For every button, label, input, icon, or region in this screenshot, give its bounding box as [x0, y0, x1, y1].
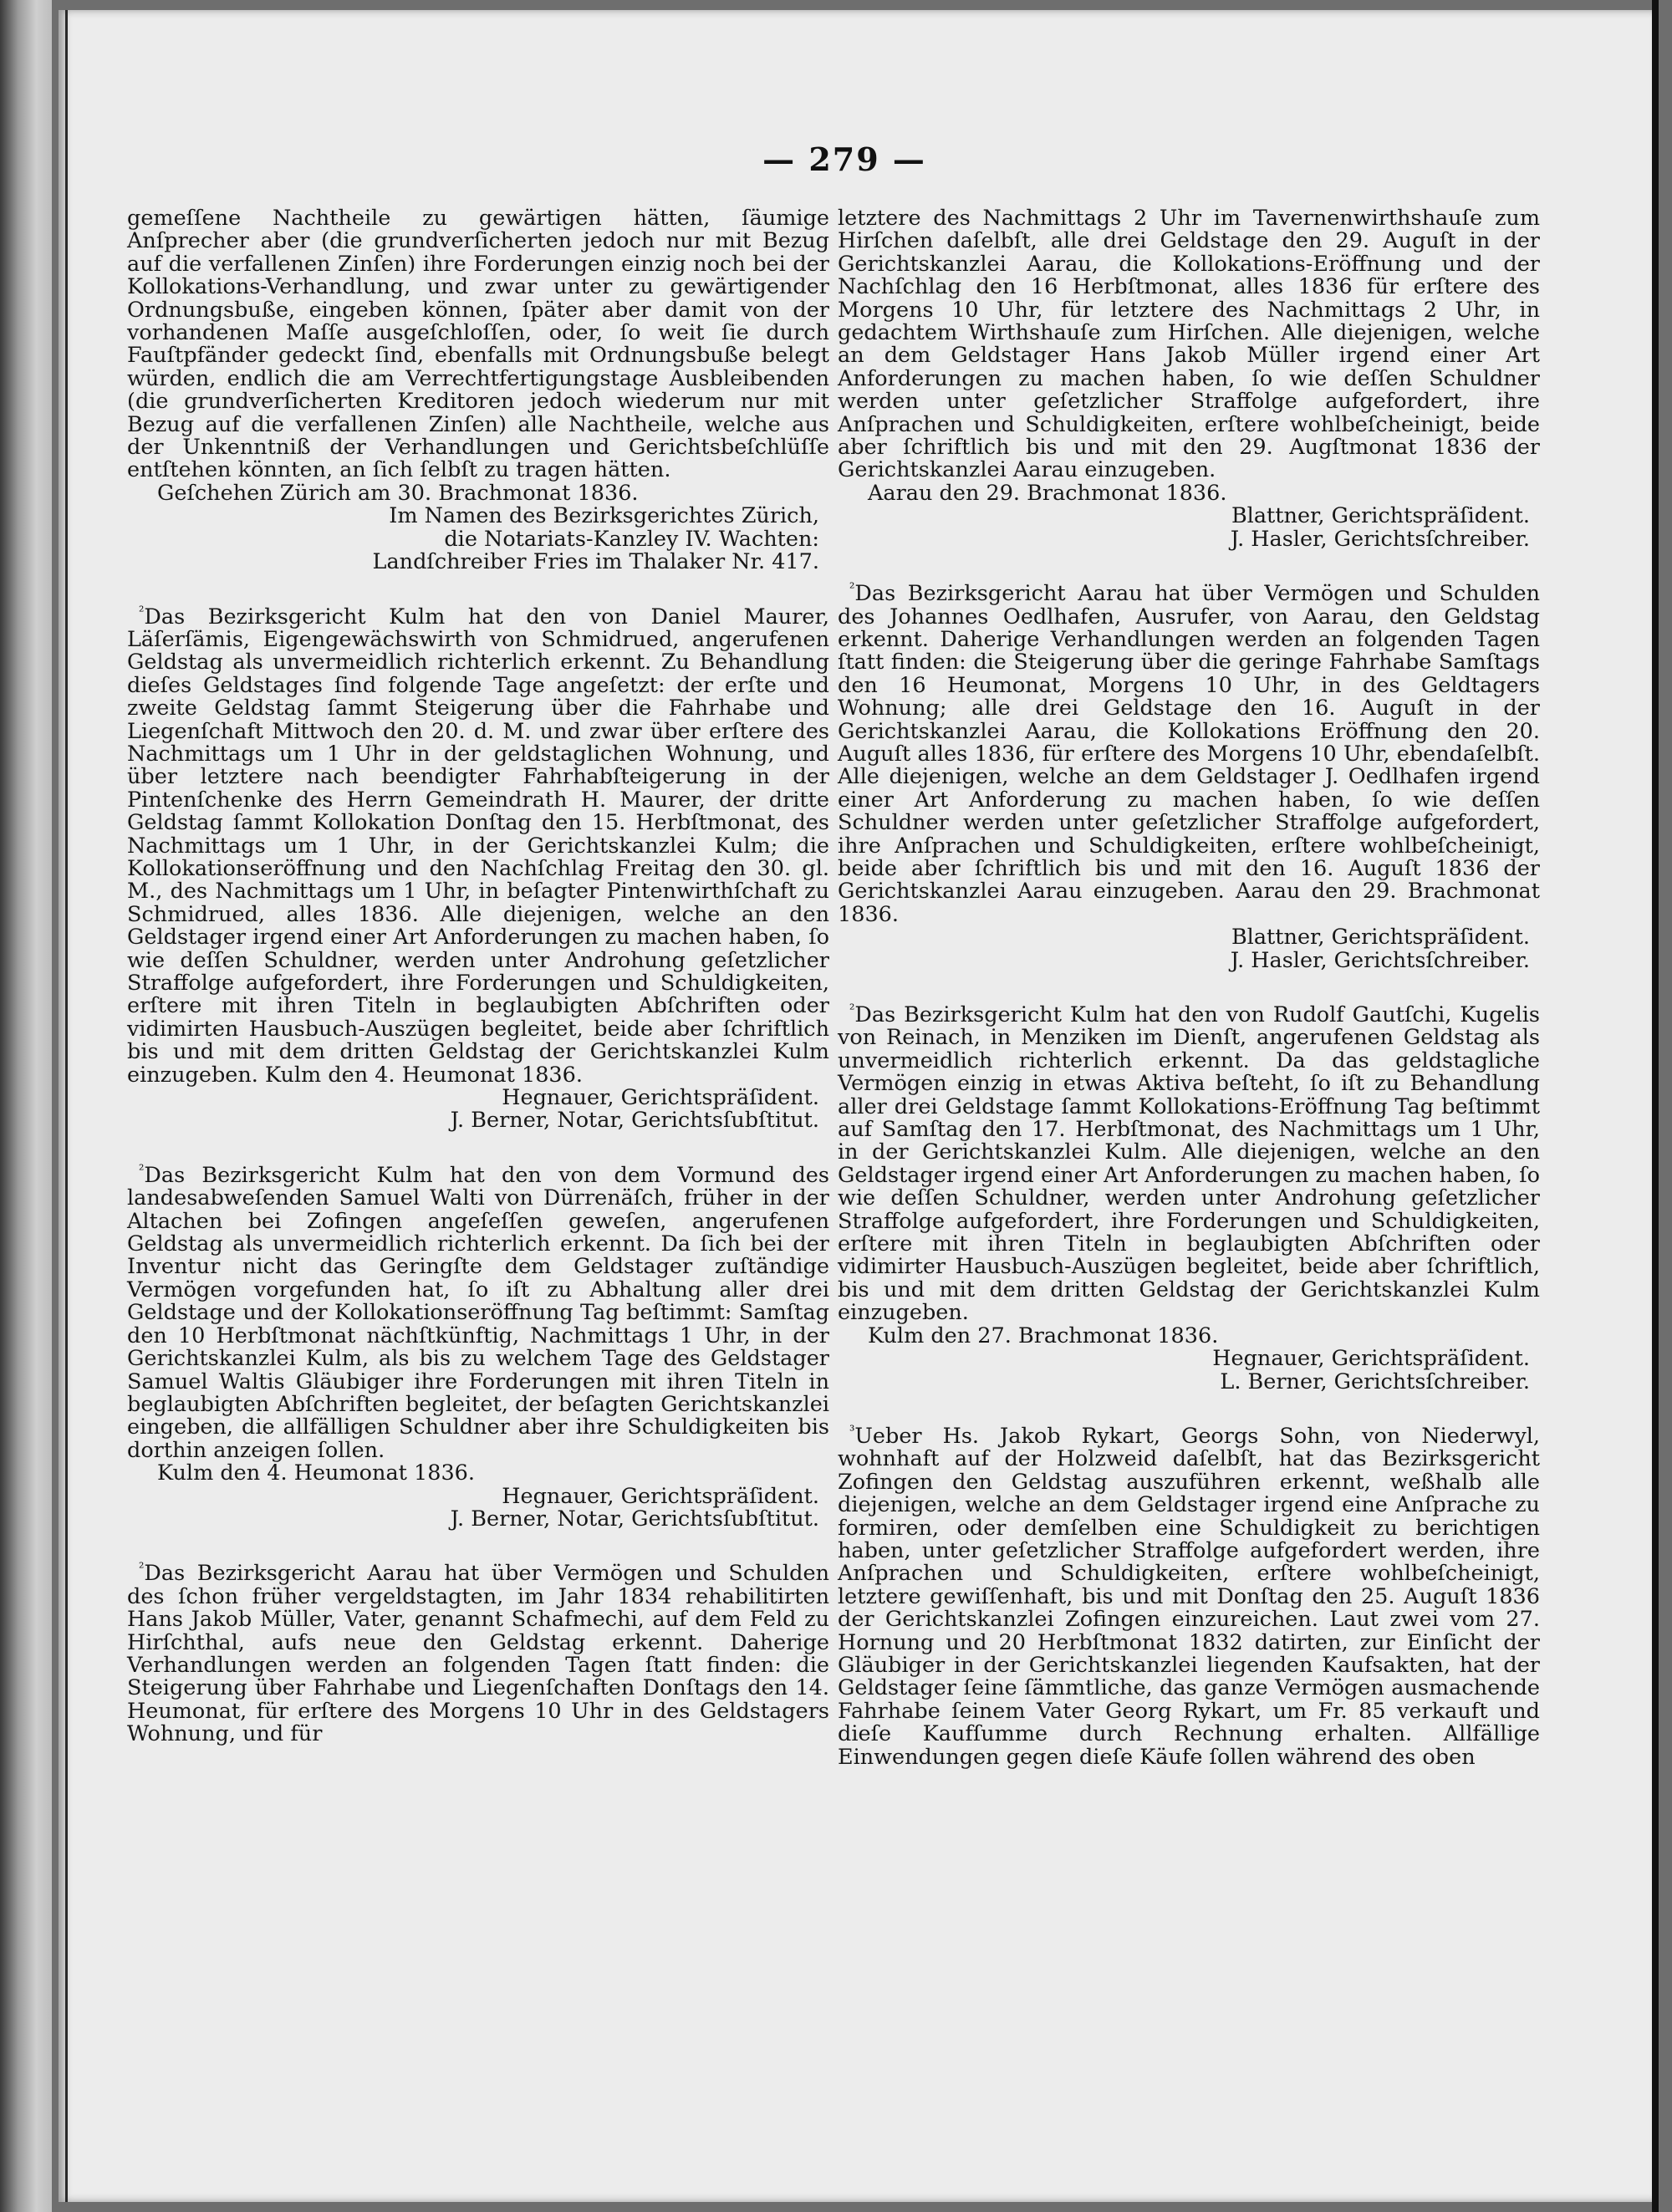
facing-page-edge	[0, 0, 52, 2212]
notice-body: Ueber Hs. Jakob Rykart, Georgs Sohn, von Niederwyl, wohnhaft auf der Holzweid daſelbſt, hat das Bezirksgericht Zofingen den Geldstag auszuführen erkennt, weßhalb alle diejenigen, welche an dem Geldstager irgend eine Anſprache zu formiren, oder demſelben eine Schuldigkeit zu berichtigen haben, unter geſetzlicher Straffolge aufgefordert werden, ihre Anſprachen und Schuldigkeiten, erſtere wohlbeſcheinigt, letztere gewiſſenhaft, bis und mit Donſtag den 25. Auguſt 1836 der Gerichtskanzlei Zofingen einzureichen. Laut zwei vom 27. Hornung und 20 Herbſtmonat 1832 datirten, zur Einſicht der Gläubiger in der Gerichtskanzlei liegenden Kaufsakten, hat der Geldstager ſeine ſämmtliche, das ganze Vermögen ausmachende Fahrhabe ſeinem Vater Georg Rykart, um Fr. 85 verkauft und dieſe Kaufſumme durch Rechnung erhalten. Allfällige Einwendungen gegen dieſe Käufe ſollen während des oben	[838, 1423, 1540, 1770]
notice-body: gemeſſene Nachtheile zu gewärtigen hätten, ſäumige Anſprecher aber (die grundverſicherten jedoch nur mit Bezug auf die verfallenen Zinſen) ihre Forderungen einzig noch bei der Kollokations-Verhandlung, und zwar unter zu gewärtigender Ordnungsbuße, eingeben können, ſpäter aber damit von der vorhandenen Maſſe ausgeſchloſſen, oder, ſo weit ſie durch Fauſtpfänder gedeckt ſind, ebenfalls mit Ordnungsbuße belegt würden, endlich die am Verrechtfertigungstage Ausbleibenden (die grundverſicherten Kreditoren jedoch wiederum nur mit Bezug auf die verfallenen Zinſen) alle Nachtheile, welche aus der Unkenntniß der Verhandlungen und Gerichtsbeſchlüſſe entſtehen könnten, an ſich ſelbſt zu tragen hätten.	[127, 206, 829, 483]
notice-body: Das Bezirksgericht Aarau hat über Vermögen und Schulden des ſchon früher vergeldstagten, im Jahr 1834 rehabilitirten Hans Jakob Müller, Vater, genannt Schafmechi, auf dem Feld zu Hirſchthal, aufs neue den Geldstag erkennt. Daherige Verhandlungen werden an folgenden Tagen ſtatt finden: die Steigerung über Fahrhabe und Liegenſchaften Donſtags den 14. Heumonat, für erſtere des Morgens 10 Uhr in des Geldstagers Wohnung, und für	[127, 1561, 829, 1747]
right-column	[838, 207, 1540, 1769]
notice-mark: ²	[849, 1001, 855, 1017]
notice-kulm-gautschi	[838, 1001, 1540, 1394]
page-number: — 279 —	[762, 140, 926, 178]
notice-aarau-mueller	[127, 1559, 829, 1747]
signature-line: Hegnauer, Gerichtspräſident.	[1212, 1346, 1530, 1372]
notice-mark: ²	[139, 1559, 145, 1576]
notice-place-date: Kulm den 27. Brachmonat 1836.	[868, 1323, 1219, 1348]
left-column	[127, 207, 829, 1746]
notice-kulm-walti	[127, 1161, 829, 1532]
signature-line: Blattner, Gerichtspräſident.	[1231, 925, 1530, 951]
signature-line: J. Berner, Notar, Gerichtsſubſtitut.	[450, 1506, 819, 1532]
notice-continued-zurich	[127, 207, 829, 574]
notice-aarau-mueller-continued	[838, 207, 1540, 551]
signature-line: Hegnauer, Gerichtspräſident.	[502, 1483, 819, 1509]
notice-place-date: Aarau den 29. Brachmonat 1836.	[868, 480, 1227, 506]
signature-line: Blattner, Gerichtspräſident.	[1231, 503, 1530, 529]
notice-mark: ³	[849, 1422, 855, 1439]
right-border-line	[1652, 0, 1659, 2212]
notice-body: Das Bezirksgericht Aarau hat über Vermögen und Schulden des Johannes Oedlhafen, Ausrufer, von Aarau, den Geldstag erkennt. Daherige Verhandlungen werden an folgenden Tagen ſtatt finden: die Steigerung über die geringe Fahrhabe Samſtags den 16 Heumonat, Morgens 10 Uhr, in des Geldtagers Wohnung; alle drei Geldstage den 16. Auguſt in der Gerichtskanzlei Aarau, die Kollokations Eröffnung den 20. Auguſt alles 1836, für erſtere des Morgens 10 Uhr, ebendaſelbſt. Alle diejenigen, welche an dem Geldstager J. Oedlhafen irgend einer Art Anforderung zu machen haben, ſo wie deſſen Schuldner werden unter geſetzlicher Straffolge aufgefordert, ihre Anſprachen und Schuldigkeiten, erſtere wohlbeſcheinigt, beide aber ſchriftlich bis und mit den 16. Auguſt 1836 der Gerichtskanzlei Aarau einzugeben. Aarau den 29. Brachmonat 1836.	[838, 581, 1540, 927]
notice-body: letztere des Nachmittags 2 Uhr im Tavernenwirthshauſe zum Hirſchen daſelbſt, alle drei Geldstage den 29. Auguſt in der Gerichtskanzlei Aarau, die Kollokations-Eröffnung und der Nachſchlag den 16 Herbſtmonat, alles 1836 für erſtere des Morgens 10 Uhr, für letztere des Nachmittags 2 Uhr, in gedachtem Wirthshauſe zum Hirſchen. Alle diejenigen, welche an dem Geldstager Hans Jakob Müller irgend einer Art Anforderungen zu machen haben, ſo wie deſſen Schuldner werden unter geſetzlicher Straffolge aufgefordert, ihre Anſprachen und Schuldigkeiten, erſtere wohlbeſcheinigt, beide aber ſchriftlich bis und mit den 29. Augſtmonat 1836 der Gerichtskanzlei Aarau einzugeben.	[838, 206, 1540, 483]
signature-line: die Notariats-Kanzley IV. Wachten:	[444, 526, 819, 552]
notice-body: Das Bezirksgericht Kulm hat den von dem Vormund des landesabweſenden Samuel Walti von Dürrenäſch, früher in der Altachen bei Zofingen angeſeſſen geweſen, angerufenen Geldstag als unvermeidlich richterlich erkennt. Da ſich bei der Inventur nicht das Geringſte dem Geldstager zuſtändige Vermögen vorgefunden hat, ſo iſt zu Abhaltung aller drei Geldstage und der Kollokationseröffnung Tag beſtimmt: Samſtag den 10 Herbſtmonat nächſtkünftig, Nachmittags 1 Uhr, in der Gerichtskanzlei Kulm, als bis zu welchem Tage des Geldstager Samuel Waltis Gläubiger ihre Forderungen mit ihren Titeln in beglaubigten Abſchriften begleitet, der beſagten Gerichtskanzlei eingeben, die allfälligen Schuldner aber ihre Schuldigkeiten bis dorthin anzeigen ſollen.	[127, 1162, 829, 1463]
notice-place-date: Geſchehen Zürich am 30. Brachmonat 1836.	[157, 480, 639, 506]
signature-line: J. Hasler, Gerichtsſchreiber.	[1230, 526, 1530, 552]
notice-mark: ²	[139, 1161, 145, 1178]
notice-zofingen-rykart	[838, 1422, 1540, 1770]
signature-line: J. Hasler, Gerichtsſchreiber.	[1230, 947, 1530, 973]
notice-mark: ²	[139, 603, 145, 619]
signature-line: Hegnauer, Gerichtspräſident.	[502, 1085, 819, 1111]
notice-mark: ²	[849, 579, 855, 596]
notice-body: Das Bezirksgericht Kulm hat den von Rudolf Gautſchi, Kugelis von Reinach, in Menziken im Dienſt, angerufenen Geldstag als unvermeidlich richterlich erkennt. Da das geldstagliche Vermögen einzig in etwas Aktiva beſteht, ſo iſt zu Behandlung aller drei Geldstage ſammt Kollokations-Eröffnung Tag beſtimmt auf Samſtag den 17. Herbſtmonat, des Nachmittags um 1 Uhr, in der Gerichtskanzlei Kulm. Alle diejenigen, welche an den Geldstager irgend einer Art Anforderungen zu machen haben, ſo wie deſſen Schuldner, werden unter Androhung geſetzlicher Straffolge aufgefordert, ihre Forderungen und Schuldigkeiten, erſtere mit ihren Titeln in beglaubigten Abſchriften oder vidimirter Hausbuch-Auszügen begleitet, beide aber ſchriftlich, bis und mit dem dritten Geldstag der Gerichtskanzlei Kulm einzugeben.	[838, 1002, 1540, 1326]
left-border-line	[65, 10, 68, 2202]
notice-kulm-maurer	[127, 603, 829, 1134]
notice-aarau-oedlhafen	[838, 579, 1540, 973]
signature-line: Landſchreiber Fries im Thalaker Nr. 417.	[372, 549, 819, 575]
signature-line: L. Berner, Gerichtsſchreiber.	[1220, 1368, 1530, 1394]
notice-body: Das Bezirksgericht Kulm hat den von Daniel Maurer, Läſerſämis, Eigengewächswirth von Schmidrued, angerufenen Geldstag als unvermeidlich richterlich erkennt. Zu Behandlung dieſes Geldstages ſind folgende Tage angeſetzt: der erſte und zweite Geldstag ſammt Steigerung über die Fahrhabe und Liegenſchaft Mittwoch den 20. d. M. und zwar über erſtere des Nachmittags um 1 Uhr in der geldstaglichen Wohnung, und über letztere nach beendigter Fahrhabſteigerung in der Pintenſchenke des Herrn Gemeindrath H. Maurer, der dritte Geldstag ſammt Kollokation Donſtag den 15. Herbſtmonat, des Nachmittags um 1 Uhr, in der Gerichtskanzlei Kulm; die Kollokationseröffnung und den Nachſchlag Freitag den 30. gl. M., des Nachmittags um 1 Uhr, in beſagter Pintenwirthſchaft zu Schmidrued, alles 1836. Alle diejenigen, welche an den Geldstager irgend einer Art Anforderungen zu machen haben, ſo wie deſſen Schuldner, werden unter Androhung geſetzlicher Straffolge aufgefordert, ihre Forderungen und Schuldigkeiten, erſtere mit ihren Titeln in beglaubigten Abſchriften oder vidimirten Hausbuch-Auszügen begleitet, beide aber ſchriftlich bis und mit dem dritten Geldstag der Gerichtskanzlei Kulm einzugeben. Kulm den 4. Heumonat 1836.	[127, 604, 829, 1088]
notice-place-date: Kulm den 4. Heumonat 1836.	[157, 1460, 475, 1486]
signature-line: Im Namen des Bezirksgerichtes Zürich,	[389, 503, 819, 529]
signature-line: J. Berner, Notar, Gerichtsſubſtitut.	[450, 1108, 819, 1134]
